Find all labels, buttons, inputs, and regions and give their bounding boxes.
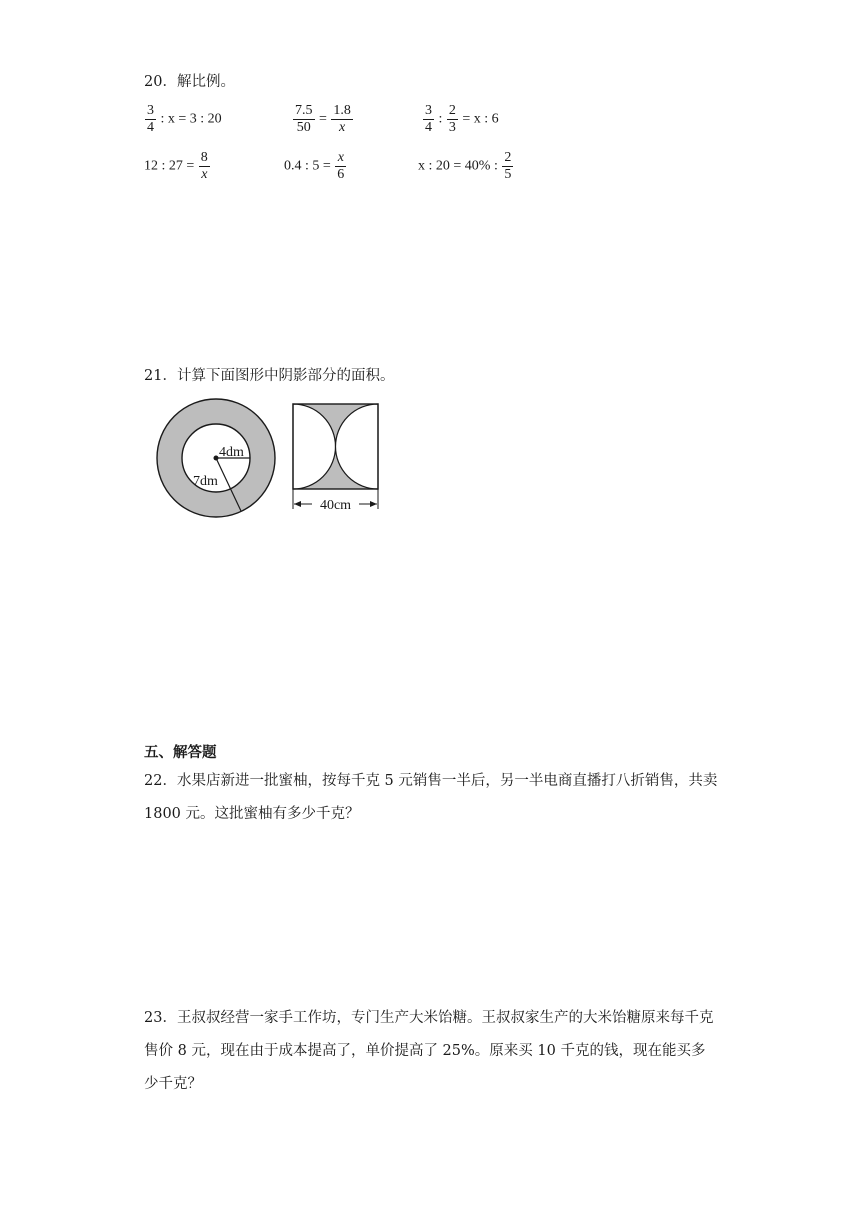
- equation-4: [144, 150, 211, 183]
- eq2-num1: 7.5: [295, 103, 313, 118]
- eq5-num: x: [335, 150, 346, 167]
- eq2-equals: =: [319, 111, 327, 127]
- eq5-den: 6: [337, 167, 345, 182]
- eq4-lhs: 12 : 27 =: [144, 158, 195, 174]
- q20-title: 20．解比例。: [144, 74, 235, 90]
- eq2-num2: 1.8: [333, 103, 351, 118]
- eq5-lhs: 0.4 : 5 =: [284, 158, 331, 174]
- q22-text: 22．水果店新进一批蜜柚，按每千克 5 元销售一半后，另一半电商直播打八折销售，共卖 1800 元。这批蜜柚有多少千克？: [144, 773, 718, 822]
- eq1-num: 3: [147, 103, 154, 118]
- eq3-num1: 3: [425, 103, 432, 118]
- dim-arrow-left-icon: [294, 501, 301, 507]
- equation-5: [284, 150, 347, 183]
- eq3-rest: = x : 6: [462, 111, 499, 127]
- eq4-den: x: [201, 167, 208, 182]
- q21-figures: [140, 395, 400, 525]
- q23-text: 23．王叔叔经营一家手工作坊，专门生产大米饴糖。王叔叔家生产的大米饴糖原来每千克售价 8 元，现在由于成本提高了，单价提高了 25%。原来买 10 千克的钱，现在能买多少千克？: [144, 1010, 714, 1092]
- eq2-den2: x: [339, 120, 346, 135]
- eq3-colon: :: [438, 111, 443, 127]
- eq4-num: 8: [200, 150, 208, 165]
- dim-arrow-right-icon: [370, 501, 377, 507]
- section-title: 五、解答题: [144, 744, 217, 761]
- square-semicircles-figure: [293, 404, 378, 513]
- equation-6: [418, 150, 514, 183]
- inner-radius-label: 4dm: [219, 445, 244, 460]
- outer-radius-label: 7dm: [193, 474, 218, 489]
- equation-3: [422, 103, 499, 136]
- annulus-figure: [157, 399, 275, 517]
- width-label: 40cm: [319, 498, 352, 513]
- eq6-lhs: x : 20 = 40% :: [418, 158, 498, 174]
- eq3-num2: 2: [448, 103, 456, 118]
- eq6-num: 2: [504, 150, 512, 165]
- eq3-den1: 4: [425, 120, 432, 135]
- eq3-den2: 3: [448, 120, 456, 135]
- equation-1: [144, 103, 222, 136]
- eq6-den: 5: [504, 167, 512, 182]
- eq1-rest: : x = 3 : 20: [160, 111, 222, 127]
- q21-title: 21．计算下面图形中阴影部分的面积。: [144, 368, 395, 384]
- equation-2: [292, 103, 354, 136]
- eq2-den1: 50: [296, 120, 311, 135]
- eq1-den: 4: [147, 120, 154, 135]
